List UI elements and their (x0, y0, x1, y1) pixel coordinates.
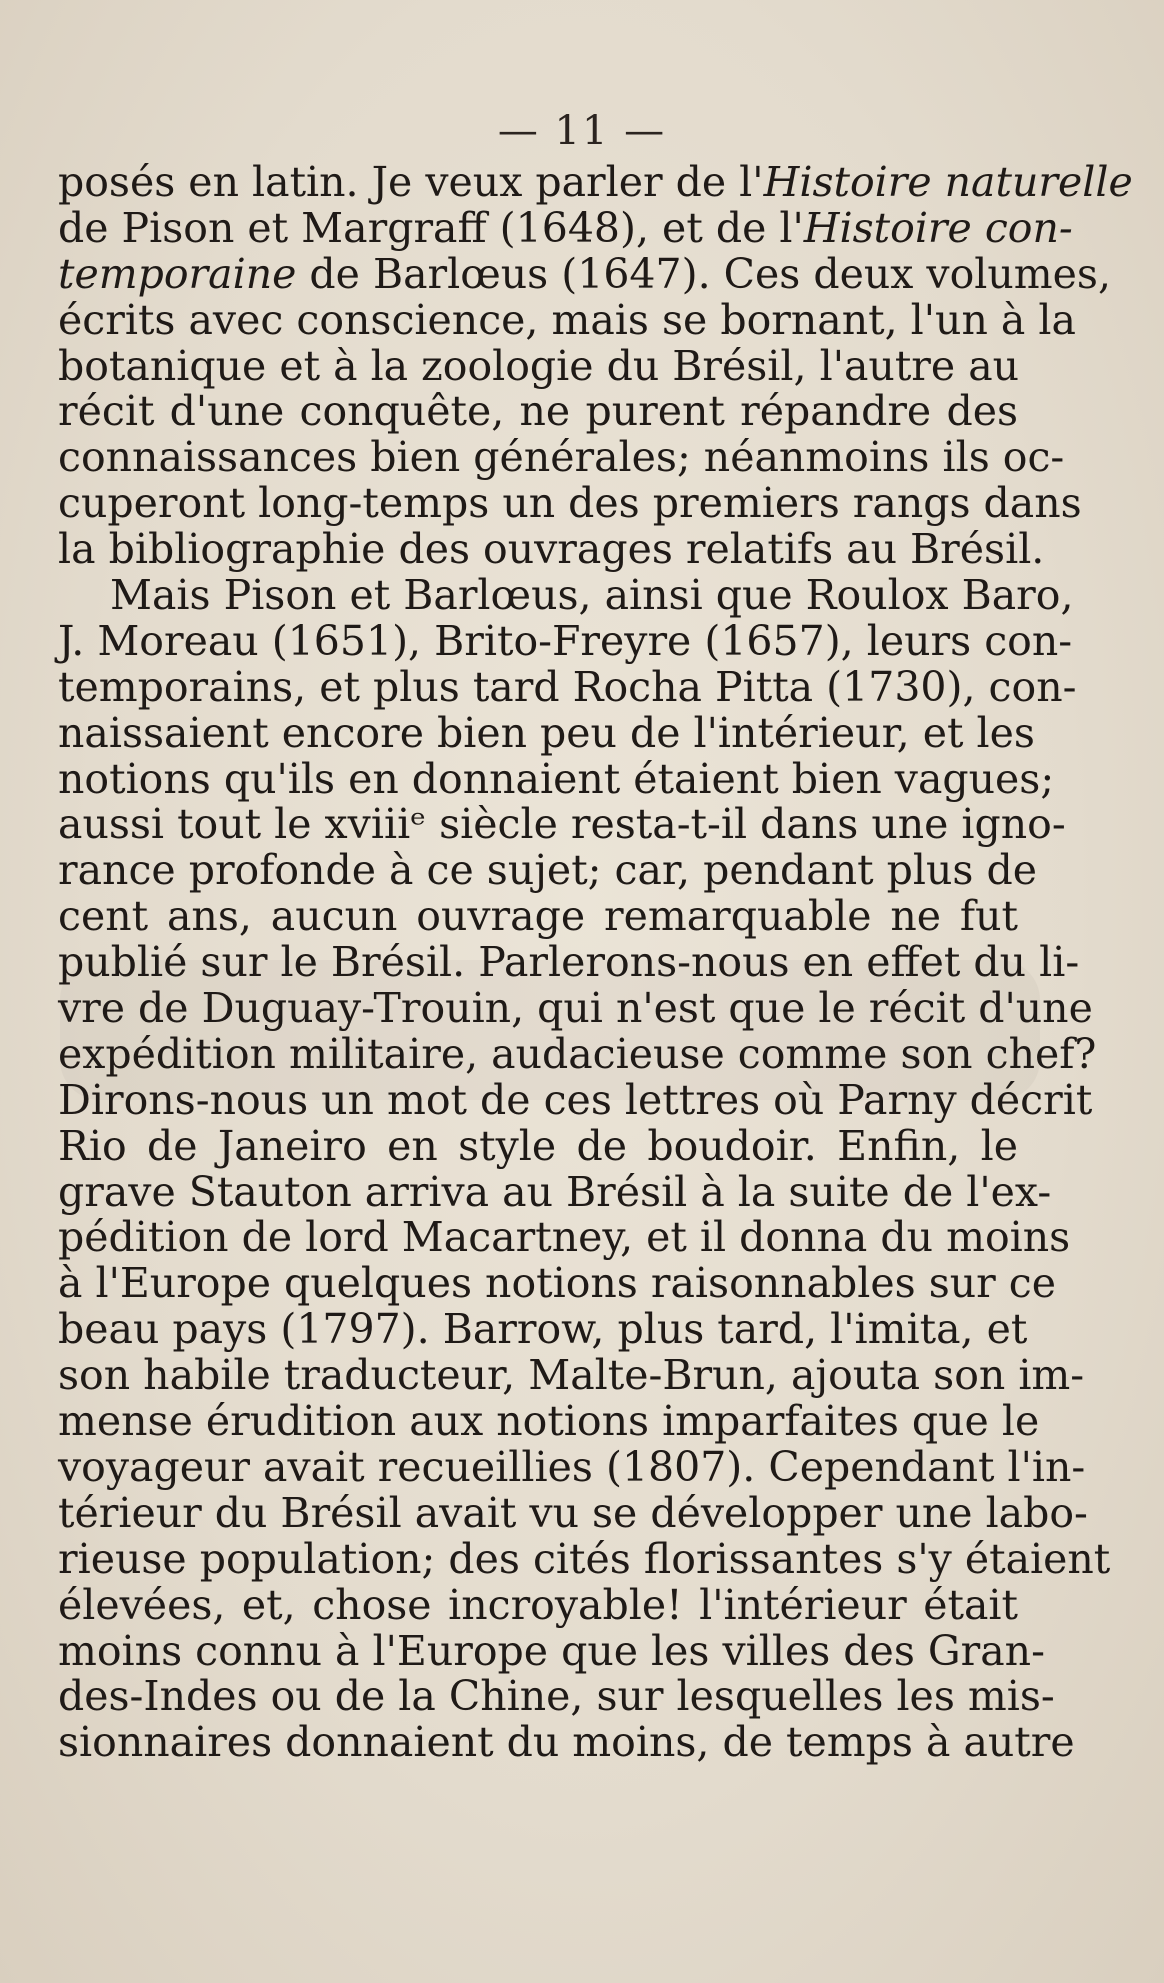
text-line: élevées, et, chose incroyable! l'intérieur était (58, 1580, 1018, 1629)
text-line: J. Moreau (1651), Brito-Freyre (1657), leurs con- (58, 616, 1073, 665)
text-line: Rio de Janeiro en style de boudoir. Enfin, le (58, 1121, 1018, 1170)
text-line: publié sur le Brésil. Parlerons-nous en effet du li- (58, 938, 1080, 987)
text-line: Mais Pison et Barlœus, ainsi que Roulox Baro, (110, 571, 1074, 620)
text-line: expédition militaire, audacieuse comme son chef? (58, 1029, 1097, 1078)
text-line: mense érudition aux notions imparfaites que le (58, 1397, 1040, 1446)
text-line: la bibliographie des ouvrages relatifs au Brésil. (58, 525, 1045, 574)
text-line: à l'Europe quelques notions raisonnables sur ce (58, 1259, 1057, 1308)
text-line: récit d'une conquête, ne purent répandre des (58, 387, 1018, 436)
text-line: pédition de lord Macartney, et il donna du moins (58, 1213, 1071, 1262)
text-line: cent ans, aucun ouvrage remarquable ne fut (58, 892, 1018, 941)
text-line: voyageur avait recueillies (1807). Cependant l'in- (58, 1442, 1086, 1491)
body-text (58, 158, 1133, 1767)
text-line: connaissances bien générales; néanmoins ils oc- (58, 433, 1065, 482)
text-line: Dirons-nous un mot de ces lettres où Parny décrit (58, 1075, 1093, 1124)
text-line: cuperont long-temps un des premiers rangs dans (58, 479, 1082, 528)
text-line: de Pison et Margraff (1648), et de l'Histoire con- (58, 203, 1073, 252)
text-line: aussi tout le xviiiᵉ siècle resta-t-il dans une igno- (58, 800, 1066, 849)
text-line: des-Indes ou de la Chine, sur lesquelles les mis- (58, 1672, 1055, 1721)
page-number: — 11 — (497, 108, 667, 154)
text-line: sionnaires donnaient du moins, de temps à autre (58, 1718, 1075, 1767)
text-line: écrits avec conscience, mais se bornant, l'un à la (58, 295, 1076, 344)
text-line: rance profonde à ce sujet; car, pendant plus de (58, 846, 1037, 895)
text-line: temporains, et plus tard Rocha Pitta (1730), con- (58, 662, 1077, 711)
text-line: beau pays (1797). Barrow, plus tard, l'imita, et (58, 1305, 1028, 1354)
text-line: moins connu à l'Europe que les villes des Gran- (58, 1626, 1045, 1675)
text-line: térieur du Brésil avait vu se développer une labo- (58, 1488, 1088, 1537)
text-line: grave Stauton arriva au Brésil à la suite de l'ex- (58, 1167, 1052, 1216)
text-line: rieuse population; des cités florissantes s'y étaient (58, 1534, 1111, 1583)
text-line: posés en latin. Je veux parler de l'Histoire naturelle (58, 158, 1133, 206)
text-line: botanique et à la zoologie du Brésil, l'autre au (58, 341, 1020, 390)
text-line: vre de Duguay-Trouin, qui n'est que le récit d'une (58, 984, 1093, 1033)
text-line: notions qu'ils en donnaient étaient bien vagues; (58, 754, 1055, 803)
text-line: son habile traducteur, Malte-Brun, ajouta son im- (58, 1351, 1085, 1400)
text-line: temporaine de Barlœus (1647). Ces deux volumes, (58, 249, 1112, 298)
text-line: naissaient encore bien peu de l'intérieur, et les (58, 708, 1035, 757)
